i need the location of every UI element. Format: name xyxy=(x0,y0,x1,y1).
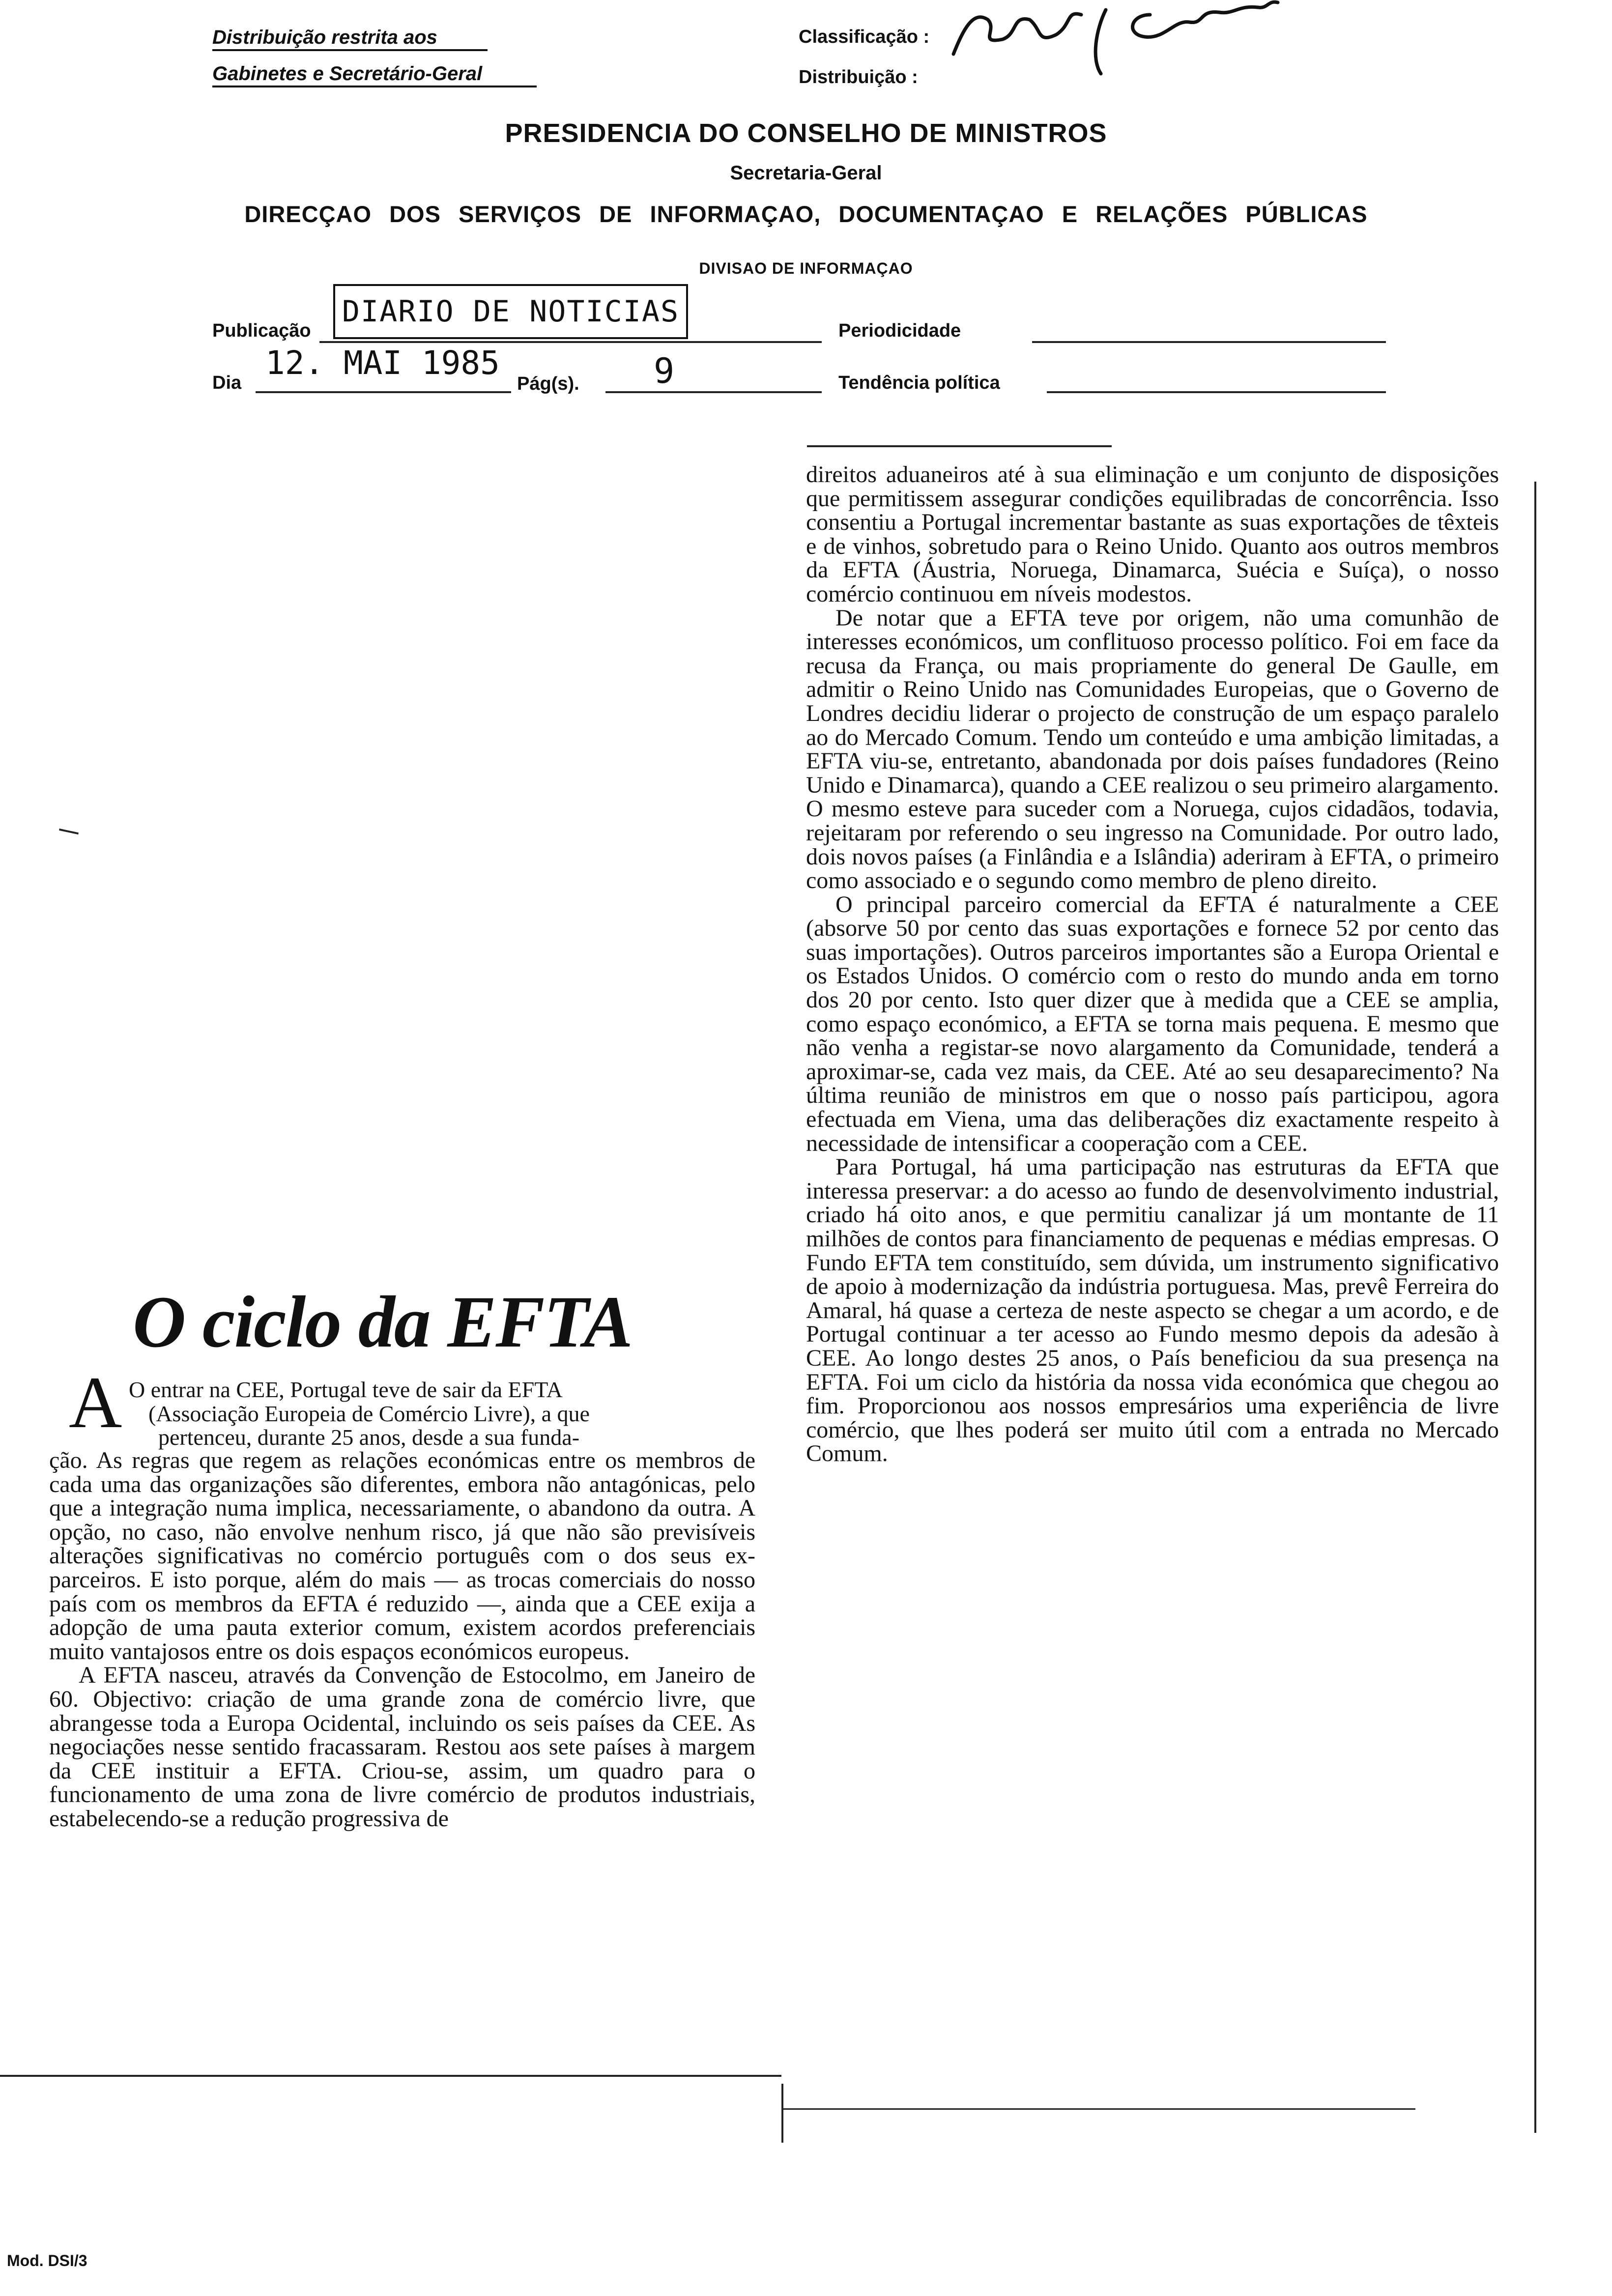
handwritten-classification-scribble xyxy=(944,0,1317,88)
lead-line-1: O entrar na CEE, Portugal teve de sair da EFTA xyxy=(129,1377,563,1402)
column-divider-bottom xyxy=(781,2084,783,2143)
underline-2 xyxy=(212,86,537,87)
periodicidade-label: Periodicidade xyxy=(838,320,961,341)
classificacao-label: Classificação : xyxy=(799,27,930,47)
directorate-title: DIRECÇAO DOS SERVIÇOS DE INFORMAÇAO, DOCUMENTAÇAO E RELAÇÕES PÚBLICAS xyxy=(244,201,1368,227)
tendencia-line xyxy=(1047,391,1386,393)
article-left-column xyxy=(49,1449,755,1831)
lead-line-2: (Associação Europeia de Comércio Livre), a que xyxy=(148,1401,590,1426)
publicacao-stamp: DIARIO DE NOTICIAS xyxy=(333,284,688,339)
form-model-code: Mod. DSI/3 xyxy=(7,2252,87,2269)
article-left-lead xyxy=(129,1378,755,1450)
dia-stamp: 12. MAI 1985 xyxy=(265,344,500,382)
restricted-distribution-line1: Distribuição restrita aos xyxy=(212,27,437,48)
left-paragraph-2: A EFTA nasceu, através da Convenção de Estocolmo, em Janeiro de 60. Objectivo: criação de uma grande zona de comércio livre, que abrangesse toda a Europa Ocidental, incluindo os seis países da CEE. As negociações nesse sentido fracassaram. Restou aos sete países à margem da CEE instituir a EFTA. Criou-se, assim, um quadro para o funcionamento de uma zona de livre comércio de produtos industriais, estabelecendo-se a redução progressiva de xyxy=(49,1662,755,1832)
lead-line-3: pertenceu, durante 25 anos, desde a sua funda- xyxy=(158,1425,580,1450)
pag-value: 9 xyxy=(654,351,675,391)
tendencia-label: Tendência política xyxy=(838,373,1000,393)
periodicidade-line xyxy=(1032,341,1386,343)
right-paragraph-1: direitos aduaneiros até à sua eliminação e um conjunto de disposições que permitissem assegurar condições equilibradas de concorrência. Isso consentiu a Portugal incrementar bastante as suas exportações de têxteis e de vinhos, sobretudo para o Reino Unido. Quanto aos outros membros da EFTA (Áustria, Noruega, Dinamarca, Suécia e Suíça), o nosso comércio continuou em níveis modestos. xyxy=(806,461,1499,607)
clipping-bottom-rule xyxy=(0,2075,781,2077)
org-subtitle: Secretaria-Geral xyxy=(730,162,882,184)
underline-1 xyxy=(212,49,488,51)
right-paragraph-3: O principal parceiro comercial da EFTA é naturalmente a CEE (absorve 50 por cento das suas exportações e fornece 52 por cento das suas importações). Outros parceiros importantes são a Europa Oriental e os Estados Unidos. O comércio com o resto do mundo anda em torno dos 20 por cento. Isto quer dizer que à medida que a CEE se amplia, como espaço económico, a EFTA se torna mais pequena. E mesmo que não venha a registar-se novo alargamento da Comunidade, tenderá a aproximar-se, cada vez mais, da CEE. Até ao seu desaparecimento? Na última reunião de ministros em que o nosso país participou, agora efectuada em Viena, uma das deliberações diz exactamente respeito à necessidade de intensificar a cooperação com a CEE. xyxy=(806,891,1499,1156)
right-paragraph-2: De notar que a EFTA teve por origem, não uma comunhão de interesses económicos, um conflituoso processo político. Foi em face da recusa da França, ou mais propriamente do general De Gaulle, em admitir o Reino Unido nas Comunidades Europeias, que o Governo de Londres decidiu liderar o projecto de construção de um espaço paralelo ao do Mercado Comum. Tendo um conteúdo e uma ambição limitadas, a EFTA viu-se, entretanto, abandonada por dois países fundadores (Reino Unido e Dinamarca), quando a CEE realizou o seu primeiro alargamento. O mesmo esteve para suceder com a Noruega, cujos cidadãos, todavia, rejeitaram por referendo o seu ingresso na Comunidade. Por outro lado, dois novos países (a Finlândia e a Islândia) aderiram à EFTA, o primeiro como associado e o segundo como membro de pleno direito. xyxy=(806,604,1499,894)
clipping-right-rule xyxy=(1534,482,1536,2133)
article-right-column xyxy=(806,463,1499,1466)
left-paragraph-1: ção. As regras que regem as relações económicas entre os membros de cada uma das organizações são diferentes, embora não antagónicas, pelo que a integração numa implica, necessariamente, o abandono da outra. A opção, no caso, não envolve nenhum risco, já que não são previsíveis alterações significativas no comércio português com o dos seus ex-parceiros. E isto porque, além do mais — as trocas comerciais do nosso país com os membros da EFTA é reduzido —, ainda que a CEE exija a adopção de uma pauta exterior comum, existem acordos preferenciais muito vantajosos entre os dois espaços económicos europeus. xyxy=(49,1447,755,1665)
right-paragraph-4: Para Portugal, há uma participação nas estruturas da EFTA que interessa preservar: a do acesso ao fundo de desenvolvimento industrial, criado há oito anos, e que permitiu canalizar já um montante de 11 milhões de contos para financiamento de pequenas e médias empresas. O Fundo EFTA tem constituído, sem dúvida, um instrumento significativo de apoio à modernização da indústria portuguesa. Mas, prevê Ferreira do Amaral, há quase a certeza de neste aspecto se chegar a um acordo, e de Portugal continuar a ter acesso ao Fundo mesmo depois da adesão à CEE. Ao longo destes 25 anos, o País beneficiou da sua presença na EFTA. Foi um ciclo da história da nossa vida económica que chegou ao fim. Proporcionou aos nossos empresários uma experiência de livre comércio, que lhes poderá ser muito útil com a entrada no Mercado Comum. xyxy=(806,1154,1499,1467)
pag-line xyxy=(605,391,822,393)
division-title: DIVISAO DE INFORMAÇAO xyxy=(699,259,913,277)
org-title: PRESIDENCIA DO CONSELHO DE MINISTROS xyxy=(505,118,1107,148)
pag-label: Pág(s). xyxy=(517,373,579,394)
publicacao-label: Publicação xyxy=(212,320,311,341)
clipping-bottom-rule-right xyxy=(781,2108,1415,2110)
article-headline: O ciclo da EFTA xyxy=(133,1281,632,1363)
margin-mark xyxy=(59,829,79,834)
clipping-top-rule xyxy=(807,445,1112,447)
publicacao-line xyxy=(319,341,822,343)
dia-line xyxy=(256,391,511,393)
distribuicao-label: Distribuição : xyxy=(799,67,918,87)
drop-cap: A xyxy=(69,1362,122,1443)
restricted-distribution-line2: Gabinetes e Secretário-Geral xyxy=(212,63,483,85)
dia-label: Dia xyxy=(212,373,242,393)
